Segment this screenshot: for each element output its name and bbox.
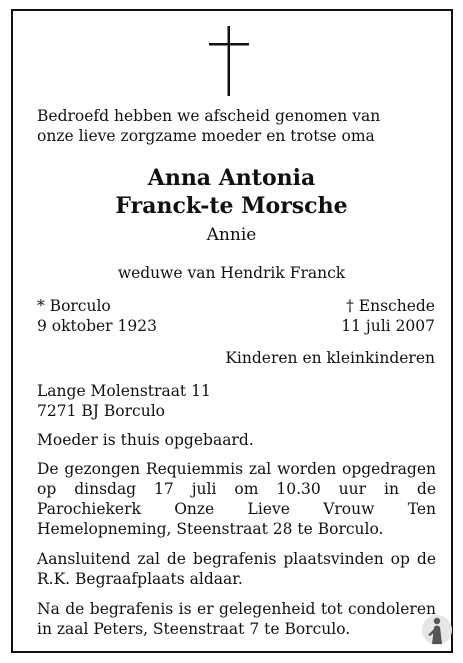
spouse-line: weduwe van Hendrik Franck bbox=[117, 264, 346, 282]
nickname: Annie bbox=[206, 225, 257, 245]
intro-line-1: Bedroefd hebben we afscheid genomen van bbox=[37, 107, 381, 125]
deceased-name-last: Franck-te Morsche bbox=[115, 193, 348, 219]
intro-line-2: onze lieve zorgzame moeder en trotse oma bbox=[37, 127, 375, 145]
family-signature: Kinderen en kleinkinderen bbox=[225, 349, 435, 367]
paragraph-burial: Aansluitend zal de begrafenis plaatsvinden op de R.K. Begraafplaats aldaar. bbox=[37, 550, 436, 588]
paragraph-requiem-mass: De gezongen Requiemmis zal worden opgedragen op dinsdag 17 juli om 10.30 uur in de Parochiekerk Onze Lieve Vrouw Ten Hemelopneming, Steenstraat 28 te Borculo. bbox=[37, 460, 436, 538]
mourning-figure-logo bbox=[422, 613, 452, 647]
death-place: † Enschede bbox=[346, 297, 435, 315]
paragraph-condolences: Na de begrafenis is er gelegenheid tot condoleren in zaal Peters, Steenstraat 7 te Borculo. bbox=[37, 600, 436, 638]
address-city: 7271 BJ Borculo bbox=[37, 402, 165, 420]
cross-icon bbox=[209, 26, 249, 96]
paragraph-lying-in-state: Moeder is thuis opgebaard. bbox=[37, 431, 254, 449]
address-street: Lange Molenstraat 11 bbox=[37, 382, 211, 400]
birth-date: 9 oktober 1923 bbox=[37, 317, 157, 335]
birth-place: * Borculo bbox=[37, 297, 111, 315]
death-date: 11 juli 2007 bbox=[341, 317, 435, 335]
deceased-name-first: Anna Antonia bbox=[147, 165, 316, 191]
